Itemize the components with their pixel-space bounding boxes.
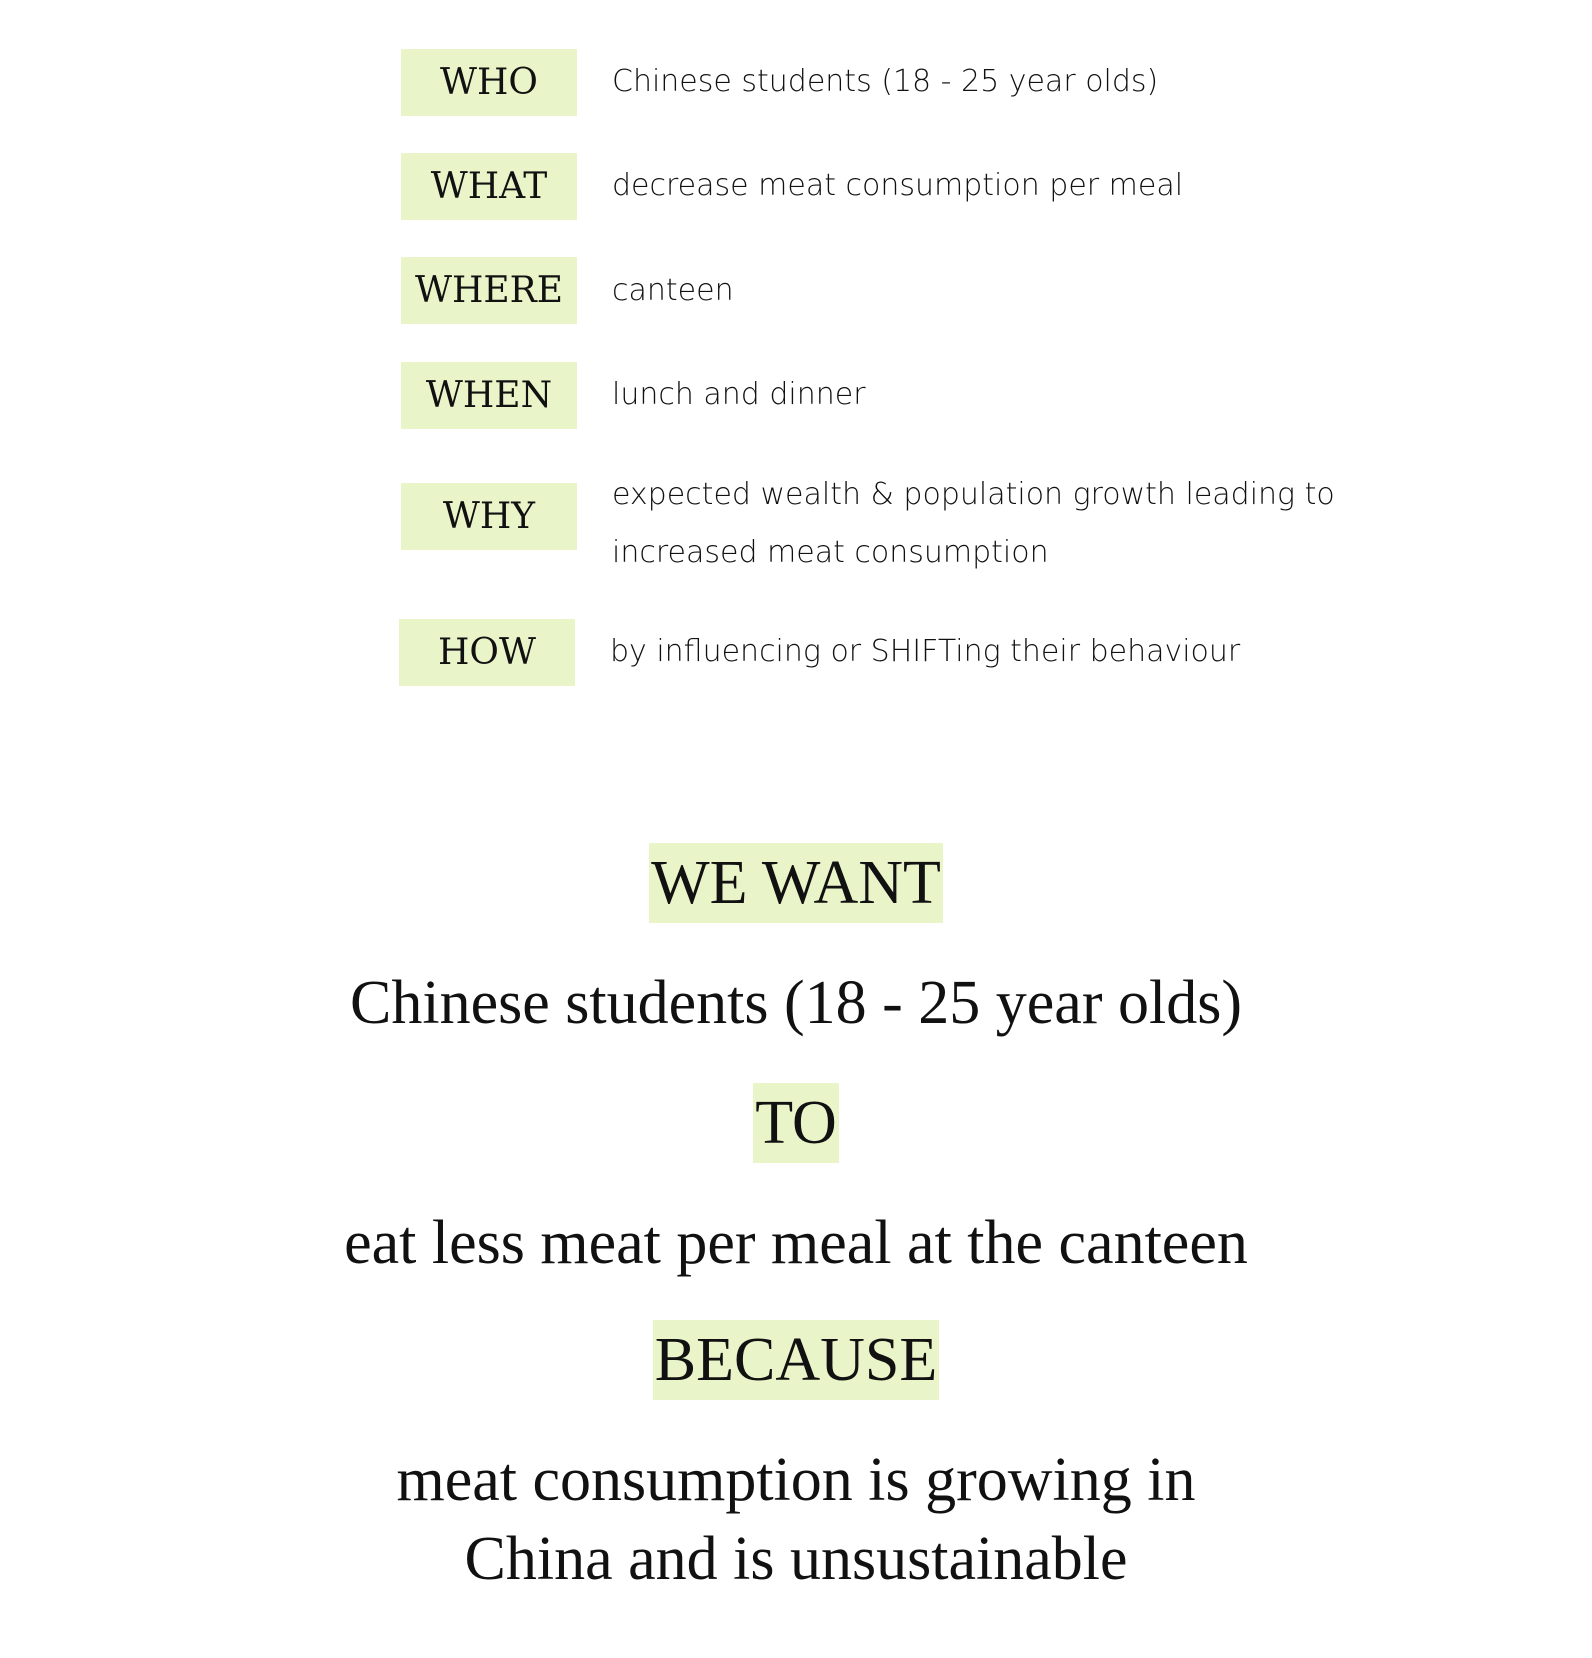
desc-why-line-1: expected wealth & population growth leading to (612, 477, 1335, 512)
tag-where: WHERE (401, 257, 577, 324)
statement-why-line-1: meat consumption is growing in (396, 1446, 1196, 1514)
tag-how: HOW (399, 619, 575, 686)
tag-who: WHO (401, 49, 577, 116)
statement-who: Chinese students (18 - 25 year olds) (350, 969, 1242, 1037)
desc-why-line-2: increased meat consumption (612, 535, 1049, 570)
tag-what: WHAT (401, 153, 577, 220)
because-heading: BECAUSE (653, 1320, 939, 1400)
desc-where: canteen (612, 273, 734, 308)
desc-who: Chinese students (18 - 25 year olds) (612, 64, 1159, 99)
to-heading: TO (753, 1083, 839, 1163)
we-want-line (0, 848, 1592, 919)
statement-what: eat less meat per meal at the canteen (344, 1209, 1248, 1277)
to-line (0, 1088, 1592, 1159)
desc-when: lunch and dinner (612, 377, 866, 412)
statement-why-line-2: China and is unsustainable (464, 1525, 1128, 1593)
desc-what: decrease meat consumption per meal (612, 168, 1184, 203)
desc-how: by influencing or SHIFTing their behaviour (610, 634, 1241, 669)
because-line (0, 1325, 1592, 1396)
tag-why: WHY (401, 483, 577, 550)
we-want-heading: WE WANT (649, 843, 943, 923)
tag-when: WHEN (401, 362, 577, 429)
